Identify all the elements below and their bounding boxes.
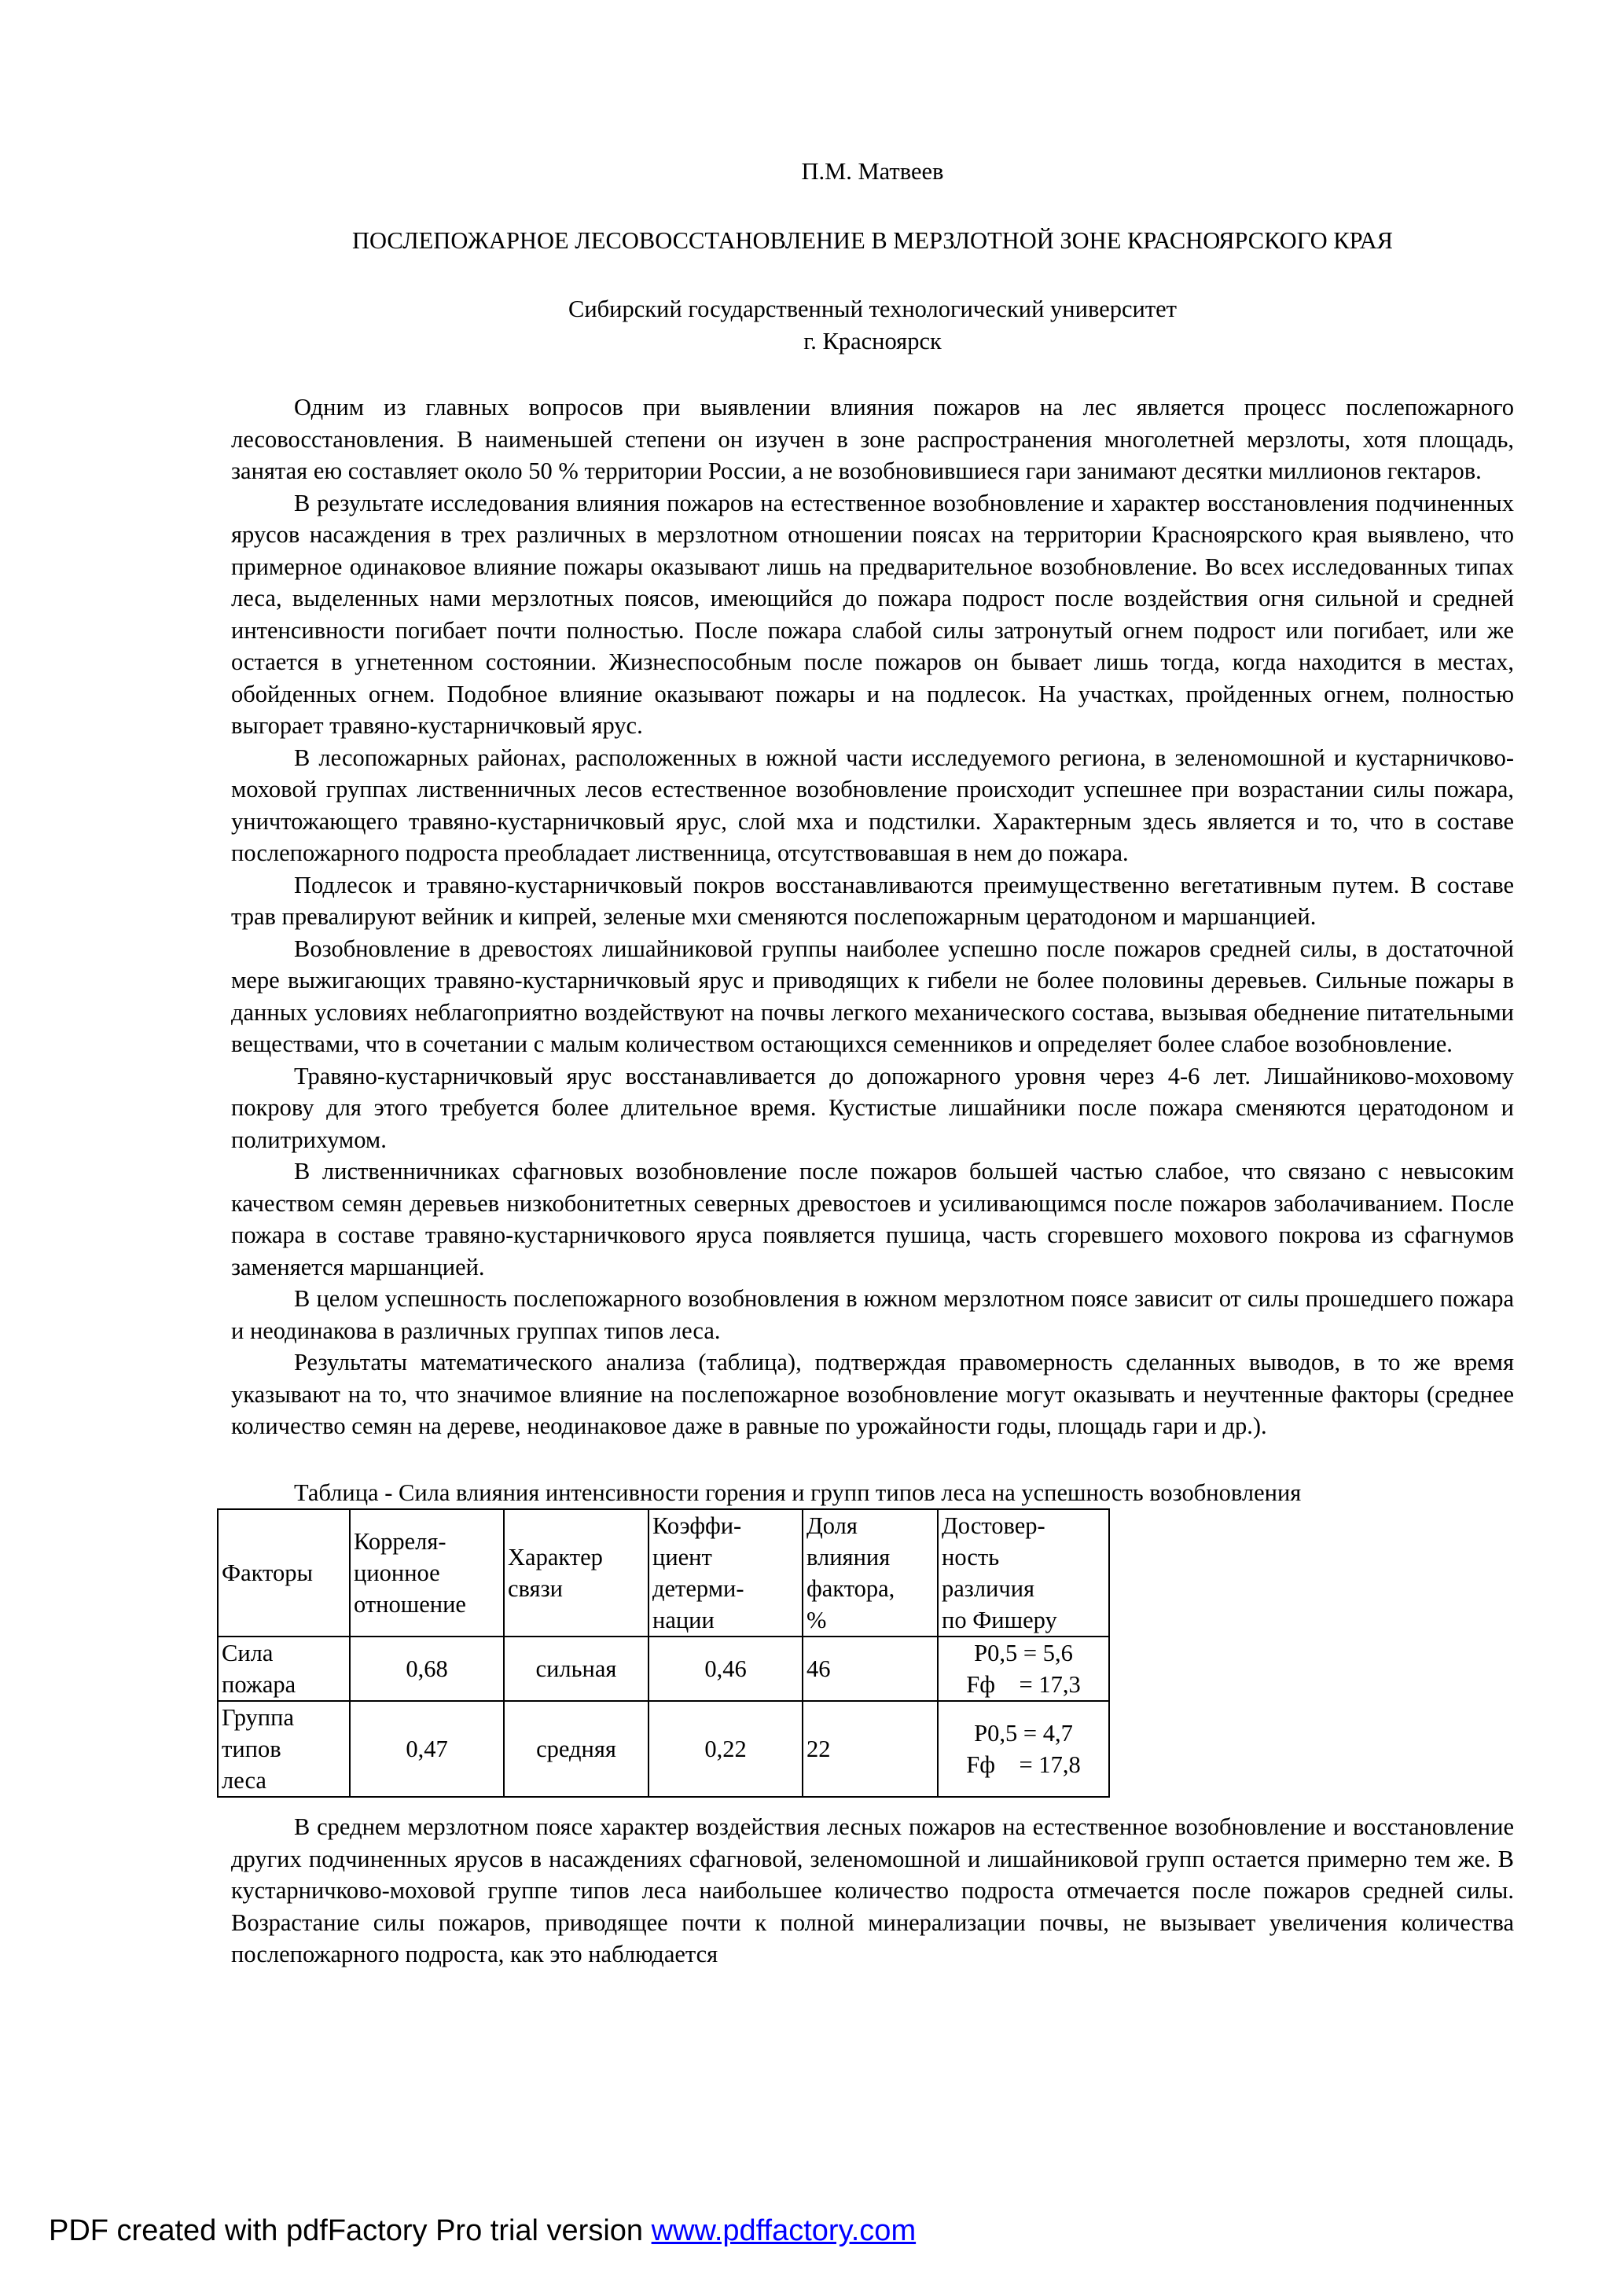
cell-fisher: P0,5 = 4,7 Fф = 17,8	[938, 1701, 1109, 1797]
affiliation	[231, 293, 1514, 357]
paragraph: В лесопожарных районах, расположенных в южной части исследуемого региона, в зеленомошной и кустарничково-моховой группах лиственничных лесов естественное возобновление происходит успешнее при возрастании силы пожара, уничтожающего травяно-кустарничковый ярус, слой мха и подстилки. Характерным здесь является и то, что в составе послепожарного подроста преобладает лиственница, отсутствовавшая в нем до пожара.	[231, 744, 1514, 866]
table-row	[218, 1637, 1109, 1701]
header-correlation: Корреля- ционное отношение	[350, 1509, 504, 1637]
cell-determination: 0,46	[648, 1637, 803, 1701]
header-fisher: Достовер- ность различия по Фишеру	[938, 1509, 1109, 1637]
cell-relation: средняя	[504, 1701, 648, 1797]
header-share: Доля влияния фактора, %	[803, 1509, 938, 1637]
cell-factor: Сила пожара	[218, 1637, 350, 1701]
paper-page	[222, 156, 1514, 1794]
table-row	[218, 1701, 1109, 1797]
paragraph: В лиственничниках сфагновых возобновление после пожаров большей частью слабое, что связано с невысоким качеством семян деревьев низкобонитетных северных древостоев и усиливающимся после пожаров заболачиванием. После пожара в составе травяно-кустарничкового яруса появляется пушица, часть сгоревшего мохового покрова из сфагнумов заменяется маршанцией.	[231, 1158, 1514, 1280]
cell-correlation: 0,68	[350, 1637, 504, 1701]
cell-fisher: P0,5 = 5,6 Fф = 17,3	[938, 1637, 1109, 1701]
pdf-footer	[49, 2213, 916, 2249]
results-table	[217, 1508, 1110, 1798]
after-table-text	[231, 1811, 1514, 1971]
paper-title: ПОСЛЕПОЖАРНОЕ ЛЕСОВОССТАНОВЛЕНИЕ В МЕРЗЛОТНОЙ ЗОНЕ КРАСНОЯРСКОГО КРАЯ	[351, 226, 1394, 254]
institution: Сибирский государственный технологический университет	[568, 296, 1178, 322]
header-factors: Факторы	[218, 1509, 350, 1637]
cell-determination: 0,22	[648, 1701, 803, 1797]
body-text	[231, 391, 1514, 1442]
footer-link[interactable]: www.pdffactory.com	[651, 2214, 917, 2247]
cell-correlation: 0,47	[350, 1701, 504, 1797]
paragraph: Травяно-кустарничковый ярус восстанавливается до допожарного уровня через 4-6 лет. Лишайниково-моховому покрову для этого требуется более длительное время. Кустистые лишайники после пожара сменяются цератодоном и политрихумом.	[231, 1062, 1514, 1153]
paragraph: В целом успешность послепожарного возобновления в южном мерзлотном поясе зависит от силы прошедшего пожара и неодинакова в различных группах типов леса.	[231, 1285, 1514, 1344]
paragraph: В результате исследования влияния пожаров на естественное возобновление и характер восстановления подчиненных ярусов насаждения в трех различных в мерзлотном отношении поясах на территории Красноярского края выявлено, что примерное одинаковое влияние пожары оказывают лишь на предварительное возобновление. Во всех исследованных типах леса, выделенных нами мерзлотных поясов, имеющийся до пожара подрост после воздействия огня сильной и средней интенсивности погибает почти полностью. После пожара слабой силы затронутый огнем подрост или погибает, или же остается в угнетенном состоянии. Жизнеспособным после пожаров он бывает лишь тогда, когда находится в местах, обойденных огнем. Подобное влияние оказывают пожары и на подлесок. На участках, пройденных огнем, полностью выгорает травяно-кустарничковый ярус.	[231, 489, 1514, 739]
paragraph: Возобновление в древостоях лишайниковой группы наиболее успешно после пожаров средней силы, в достаточной мере выжигающих травяно-кустарничковый ярус и приводящих к гибели не более половины деревьев. Сильные пожары в данных условиях неблагоприятно воздействуют на почвы легкого механического состава, вызывая обеднение питательными веществами, что в сочетании с малым количеством остающихся семенников и определяет более слабое возобновление.	[231, 935, 1514, 1057]
cell-factor: Группа типов леса	[218, 1701, 350, 1797]
paragraph: В среднем мерзлотном поясе характер воздействия лесных пожаров на естественное возобновление и восстановление других подчиненных ярусов в насаждениях сфагновой, зеленомошной и лишайниковой групп остается примерно тем же. В кустарничково-моховой группе типов леса наибольшее количество подроста отмечается после пожаров средней силы. Возрастание силы пожаров, приводящее почти к полной минерализации почвы, не вызывает увеличения количества послепожарного подроста, как это наблюдается	[231, 1813, 1514, 1967]
cell-relation: сильная	[504, 1637, 648, 1701]
footer-text: PDF created with pdfFactory Pro trial version	[49, 2214, 652, 2247]
header-relation: Характер связи	[504, 1509, 648, 1637]
paragraph: Результаты математического анализа (таблица), подтверждая правомерность сделанных выводов, в то же время указывают на то, что значимое влияние на послепожарное возобновление могут оказывать и неучтенные факторы (среднее количество семян на дереве, неодинаковое даже в равные по урожайности годы, площадь гари и др.).	[231, 1349, 1514, 1439]
city: г. Красноярск	[803, 327, 942, 355]
paragraph: Одним из главных вопросов при выявлении влияния пожаров на лес является процесс послепожарного лесовосстановления. В наименьшей степени он изучен в зоне распространения многолетней мерзлоты, хотя площадь, занятая ею составляет около 50 % территории России, а не возобновившиеся гари занимают десятки миллионов гектаров.	[231, 394, 1514, 484]
header-determination: Коэффи- циент детерми- нации	[648, 1509, 803, 1637]
cell-share: 22	[803, 1701, 938, 1797]
author-name: П.М. Матвеев	[801, 158, 944, 185]
cell-share: 46	[803, 1637, 938, 1701]
table-header-row	[218, 1509, 1109, 1637]
table-caption: Таблица - Сила влияния интенсивности горения и групп типов леса на успешность возобновления	[294, 1479, 1302, 1506]
paragraph: Подлесок и травяно-кустарничковый покров восстанавливаются преимущественно вегетативным путем. В составе трав превалируют вейник и кипрей, зеленые мхи сменяются послепожарным цератодоном и маршанцией.	[231, 871, 1514, 930]
